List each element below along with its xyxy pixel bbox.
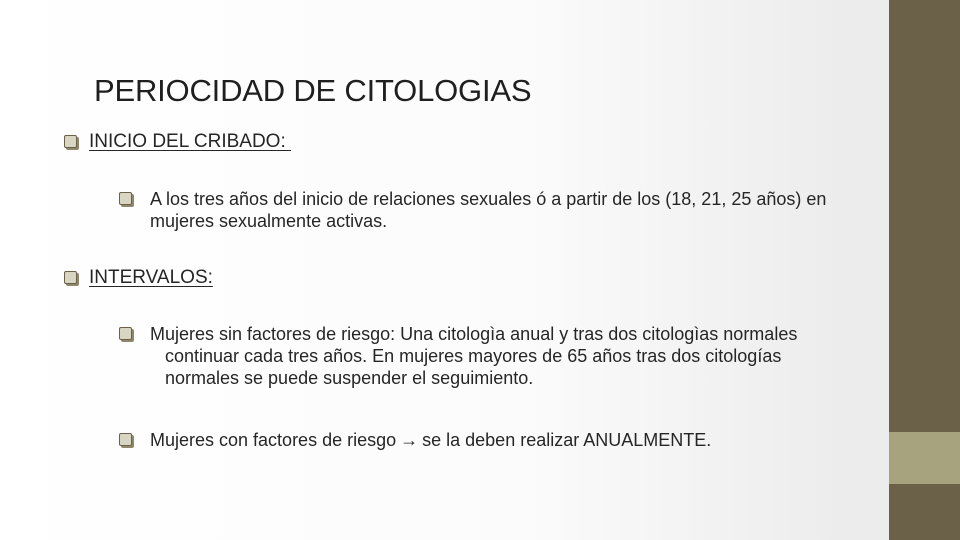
subbullet-inicio [119,188,859,232]
checkbox-bullet-icon [119,433,132,446]
subbullet-sin-factores [119,323,859,389]
bullet-inicio-cribado [64,131,291,153]
subbullet-text-wrapper [150,429,711,451]
checkbox-bullet-icon [119,192,132,205]
checkbox-bullet-icon [64,271,77,284]
subbullet-text: A los tres años del inicio de relaciones sexuales ó a partir de los (18, 21, 25 años) en mujeres sexualmente activas. [150,189,827,231]
subbullet-text-a: Mujeres con factores de riesgo [150,430,397,450]
slide-title: PERIOCIDAD DE CITOLOGIAS [94,73,532,108]
subbullet-con-factores [119,429,859,451]
side-accent-band [889,432,960,484]
bullet-intervalos [64,267,213,289]
checkbox-bullet-icon [64,135,77,148]
arrow-right-icon: → [400,430,419,450]
subbullet-text: Mujeres sin factores de riesgo: Una citologìa anual y tras dos citologìas normales continuar cada tres años. En mujeres mayores de 65 años tras dos citologías normales se puede suspender el seguimiento. [150,324,798,388]
bullet-label: INTERVALOS: [89,267,213,288]
bullet-label: INICIO DEL CRIBADO: [89,131,291,152]
subbullet-text-b: se la deben realizar ANUALMENTE. [422,430,712,450]
checkbox-bullet-icon [119,327,132,340]
